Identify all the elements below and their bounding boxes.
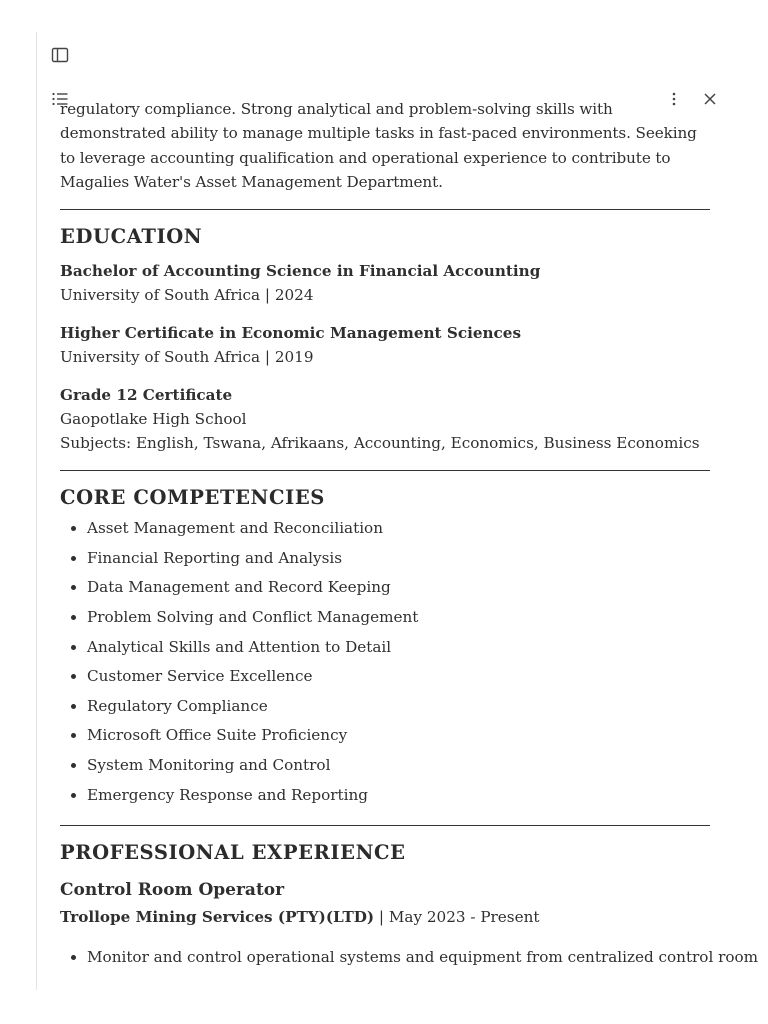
experience-heading: PROFESSIONAL EXPERIENCE	[60, 841, 406, 865]
company-name: Trollope Mining Services (PTY)(LTD)	[60, 908, 375, 927]
list-item: • Data Management and Record Keeping	[87, 573, 710, 603]
competencies-heading: CORE COMPETENCIES	[60, 486, 325, 510]
job-title: Control Room Operator	[60, 880, 285, 901]
resume-document	[60, 97, 759, 973]
job-company-line	[60, 905, 710, 929]
list-item: • Financial Reporting and Analysis	[87, 544, 710, 574]
sidebar-panel-icon	[51, 47, 69, 63]
school-name: Gaopotlake High School	[60, 410, 247, 429]
list-item: • Asset Management and Reconciliation	[87, 514, 710, 544]
summary-text: regulatory compliance. Strong analytical and problem-solving skills with demonstrated ability to manage multiple tasks in fast-paced environments. Seeking to leverage accounting qualification and operational experience to contribute to Magalies Water's Asset Management Department.	[60, 100, 697, 191]
degree-detail: University of South Africa | 2019	[60, 348, 314, 367]
sidebar-toggle-button[interactable]	[48, 43, 72, 67]
panel-divider	[36, 32, 37, 990]
degree-title: Grade 12 Certificate	[60, 386, 233, 405]
list-item: • Regulatory Compliance	[87, 692, 710, 722]
list-item: • System Monitoring and Control	[87, 751, 710, 781]
document-viewport[interactable]	[38, 100, 759, 990]
job-period: | May 2023 - Present	[374, 908, 540, 927]
competencies-list	[60, 514, 710, 810]
education-entry	[60, 259, 710, 307]
education-entry	[60, 321, 710, 369]
subjects-list: Subjects: English, Tswana, Afrikaans, Accounting, Economics, Business Economics	[60, 434, 700, 453]
list-item: • Monitor and control operational systems and equipment from centralized control room	[87, 943, 710, 973]
job-bullets	[60, 943, 759, 973]
list-item: • Customer Service Excellence	[87, 662, 710, 692]
list-item: • Microsoft Office Suite Proficiency	[87, 721, 710, 751]
list-item: • Problem Solving and Conflict Management	[87, 603, 710, 633]
education-heading: EDUCATION	[60, 225, 203, 249]
education-entry	[60, 383, 710, 455]
degree-title: Higher Certificate in Economic Management Sciences	[60, 324, 522, 343]
list-item: • Emergency Response and Reporting	[87, 781, 710, 811]
degree-title: Bachelor of Accounting Science in Financial Accounting	[60, 262, 541, 281]
degree-detail: University of South Africa | 2024	[60, 286, 314, 305]
list-item: • Analytical Skills and Attention to Detail	[87, 633, 710, 663]
